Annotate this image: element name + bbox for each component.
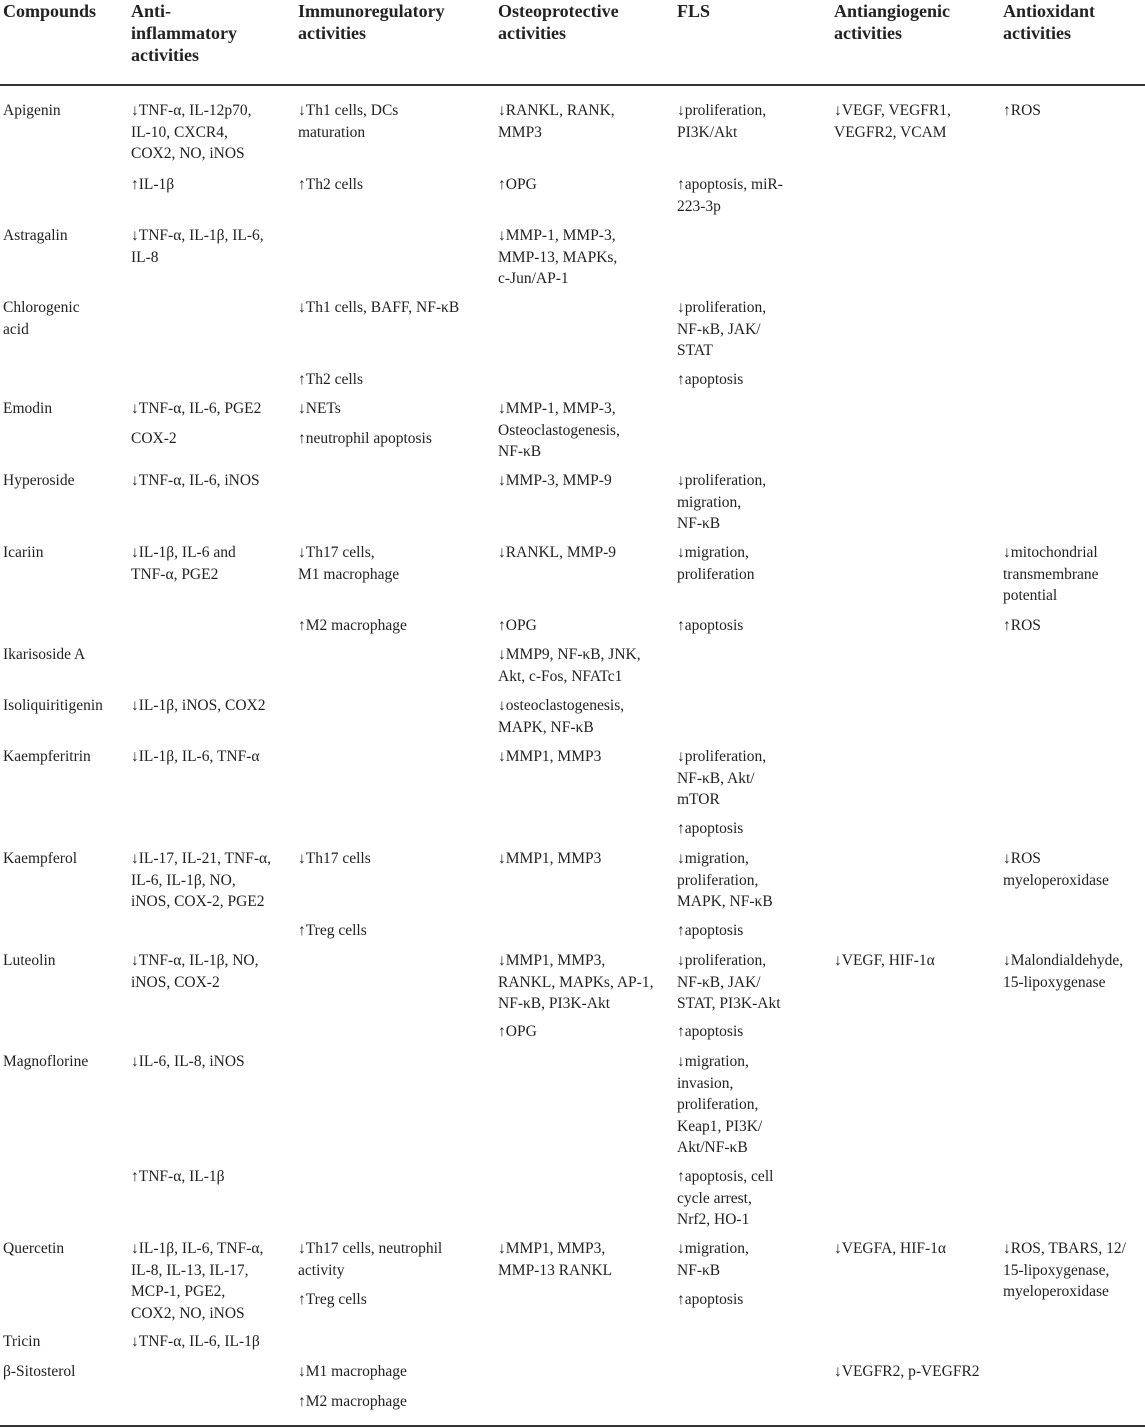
cell-osteoprotective: ↑OPG [498, 176, 537, 193]
cell-anti-inflammatory: ↓IL-17, IL-21, TNF-α, IL-6, IL-1β, NO, iNOS, COX-2, PGE2 [131, 850, 271, 910]
cell-fls: ↑apoptosis [677, 820, 744, 837]
cell-fls: ↓proliferation, PI3K/Akt [677, 102, 767, 141]
cell-osteoprotective: ↓MMP-3, MMP-9 [498, 472, 612, 489]
col-header-anti-inflammatory: Anti- inflammatory activities [131, 1, 237, 65]
col-header-osteoprotective: Osteoprotective activities [498, 1, 619, 43]
cell-antioxidant: ↓mitochondrial transmembrane potential [1003, 544, 1099, 604]
cell-immunoregulatory: ↑M2 macrophage [298, 617, 407, 634]
header-rule [0, 84, 1145, 86]
cell-compound: Kaempferol [3, 850, 78, 867]
col-header-fls: FLS [677, 1, 711, 21]
col-header-antiangiogenic: Antiangiogenic activities [834, 1, 951, 43]
cell-anti-inflammatory: ↓IL-1β, IL-6, TNF-α, IL-8, IL-13, IL-17, MCP-1, PGE2, COX2, NO, iNOS [131, 1240, 264, 1322]
cell-anti-inflammatory: ↓IL-1β, iNOS, COX2 [131, 697, 266, 714]
cell-fls: ↑apoptosis, cell cycle arrest, Nrf2, HO-1 [677, 1168, 774, 1228]
cell-compound: Luteolin [3, 952, 56, 969]
cell-osteoprotective: ↓MMP9, NF-κB, JNK, Akt, c-Fos, NFATc1 [498, 646, 641, 685]
cell-osteoprotective: ↑OPG [498, 1023, 537, 1040]
cell-compound: Astragalin [3, 227, 68, 244]
cell-fls: ↑apoptosis, miR- 223-3p [677, 176, 783, 215]
cell-osteoprotective: ↓MMP-1, MMP-3, MMP-13, MAPKs, c-Jun/AP-1 [498, 227, 618, 287]
cell-compound: Magnoflorine [3, 1053, 89, 1070]
cell-compound: Kaempferitrin [3, 748, 91, 765]
cell-compound: Emodin [3, 400, 53, 417]
cell-osteoprotective: ↓RANKL, MMP-9 [498, 544, 616, 561]
cell-fls: ↓migration, invasion, proliferation, Keap1, PI3K/ Akt/NF-κB [677, 1053, 763, 1156]
cell-fls: ↑apoptosis [677, 371, 744, 388]
cell-compound: Tricin [3, 1333, 41, 1350]
cell-compound: β-Sitosterol [3, 1363, 76, 1380]
cell-fls: ↓proliferation, NF-κB, Akt/ mTOR [677, 748, 767, 808]
cell-anti-inflammatory: ↓IL-1β, IL-6, TNF-α [131, 748, 260, 765]
cell-anti-inflammatory: ↑IL-1β [131, 176, 175, 193]
cell-osteoprotective: ↓MMP1, MMP3, MMP-13 RANKL [498, 1240, 613, 1279]
cell-osteoprotective: ↓MMP1, MMP3 [498, 748, 602, 765]
cell-immunoregulatory: ↓Th1 cells, BAFF, NF-κB [298, 299, 460, 316]
cell-antioxidant: ↓ROS, TBARS, 12/ 15-lipoxygenase, myeloperoxidase [1003, 1240, 1126, 1300]
col-header-compounds: Compounds [3, 1, 97, 21]
cell-immunoregulatory: ↑neutrophil apoptosis [298, 430, 432, 447]
cell-osteoprotective: ↑OPG [498, 617, 537, 634]
cell-immunoregulatory: ↑Th2 cells [298, 176, 363, 193]
cell-immunoregulatory: ↓Th17 cells [298, 850, 371, 867]
cell-antiangiogenic: ↓VEGF, VEGFR1, VEGFR2, VCAM [834, 102, 951, 141]
cell-immunoregulatory: ↓NETs [298, 400, 341, 417]
cell-anti-inflammatory: COX-2 [131, 430, 177, 447]
cell-anti-inflammatory: ↓TNF-α, IL-6, iNOS [131, 472, 260, 489]
cell-antiangiogenic: ↓VEGF, HIF-1α [834, 952, 935, 969]
cell-immunoregulatory: ↑M2 macrophage [298, 1393, 407, 1410]
cell-antioxidant: ↓ROS myeloperoxidase [1003, 850, 1109, 889]
cell-osteoprotective: ↓MMP1, MMP3 [498, 850, 602, 867]
cell-fls: ↑apoptosis [677, 617, 744, 634]
cell-fls: ↓proliferation, NF-κB, JAK/ STAT, PI3K-Akt [677, 952, 781, 1012]
cell-osteoprotective: ↓MMP1, MMP3, RANKL, MAPKs, AP-1, NF-κB, PI3K-Akt [498, 952, 654, 1012]
cell-immunoregulatory: ↓Th17 cells, neutrophil activity [298, 1240, 443, 1279]
cell-compound: Icariin [3, 544, 44, 561]
cell-immunoregulatory: ↑Treg cells [298, 922, 367, 939]
cell-antioxidant: ↓Malondialdehyde, 15-lipoxygenase [1003, 952, 1124, 991]
cell-compound: Apigenin [3, 102, 61, 119]
cell-fls: ↓migration, proliferation, MAPK, NF-κB [677, 850, 773, 910]
cell-fls: ↑apoptosis [677, 922, 744, 939]
cell-fls: ↓proliferation, NF-κB, JAK/ STAT [677, 299, 767, 359]
cell-fls: ↓proliferation, migration, NF-κB [677, 472, 767, 532]
cell-compound: Ikarisoside A [3, 646, 86, 663]
cell-fls: ↑apoptosis [677, 1291, 744, 1308]
cell-immunoregulatory: ↓Th17 cells, M1 macrophage [298, 544, 400, 583]
cell-anti-inflammatory: ↓TNF-α, IL-6, IL-1β [131, 1333, 260, 1350]
cell-fls: ↓migration, proliferation [677, 544, 755, 583]
cell-anti-inflammatory: ↓TNF-α, IL-6, PGE2 [131, 400, 262, 417]
cell-anti-inflammatory: ↓IL-1β, IL-6 and TNF-α, PGE2 [131, 544, 236, 583]
cell-anti-inflammatory: ↓TNF-α, IL-1β, NO, iNOS, COX-2 [131, 952, 259, 991]
cell-immunoregulatory: ↑Th2 cells [298, 371, 363, 388]
cell-immunoregulatory: ↑Treg cells [298, 1291, 367, 1308]
cell-fls: ↓migration, NF-κB [677, 1240, 749, 1279]
cell-anti-inflammatory: ↓TNF-α, IL-12p70, IL-10, CXCR4, COX2, NO, iNOS [131, 102, 252, 162]
cell-compound: Chlorogenic acid [3, 299, 80, 338]
cell-anti-inflammatory: ↓TNF-α, IL-1β, IL-6, IL-8 [131, 227, 264, 266]
cell-immunoregulatory: ↓M1 macrophage [298, 1363, 407, 1380]
table-bottom-rule [0, 1425, 1145, 1427]
cell-antiangiogenic: ↓VEGFA, HIF-1α [834, 1240, 947, 1257]
cell-compound: Hyperoside [3, 472, 75, 489]
cell-fls: ↑apoptosis [677, 1023, 744, 1040]
cell-anti-inflammatory: ↑TNF-α, IL-1β [131, 1168, 225, 1185]
col-header-antioxidant: Antioxidant activities [1003, 1, 1096, 43]
cell-antioxidant: ↑ROS [1003, 617, 1041, 634]
cell-osteoprotective: ↓osteoclastogenesis, MAPK, NF-κB [498, 697, 625, 736]
cell-anti-inflammatory: ↓IL-6, IL-8, iNOS [131, 1053, 245, 1070]
cell-compound: Isoliquiritigenin [3, 697, 103, 714]
cell-immunoregulatory: ↓Th1 cells, DCs maturation [298, 102, 399, 141]
cell-antioxidant: ↑ROS [1003, 102, 1041, 119]
cell-compound: Quercetin [3, 1240, 65, 1257]
col-header-immunoregulatory: Immunoregulatory activities [298, 1, 445, 43]
cell-osteoprotective: ↓MMP-1, MMP-3, Osteoclastogenesis, NF-κB [498, 400, 620, 460]
cell-osteoprotective: ↓RANKL, RANK, MMP3 [498, 102, 615, 141]
cell-antiangiogenic: ↓VEGFR2, p-VEGFR2 [834, 1363, 980, 1380]
